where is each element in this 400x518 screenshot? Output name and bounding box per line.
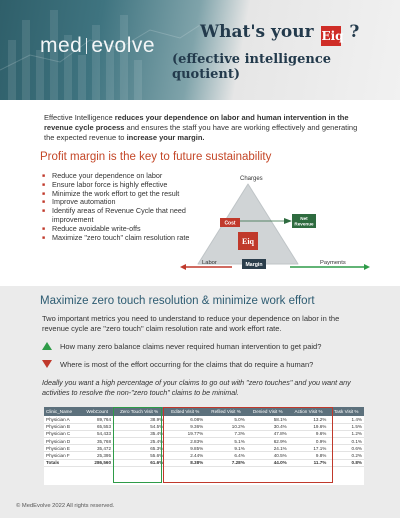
- zero-touch-highlight: [113, 407, 162, 483]
- triangle-shape: [198, 184, 298, 264]
- profit-triangle-diagram: [180, 170, 370, 280]
- medevolve-logo: med evolve: [40, 34, 156, 57]
- bullet-item: ■ Improve automation: [42, 198, 220, 207]
- question-effort: Where is most of the effort occurring for the claims that do require a human?: [42, 360, 313, 369]
- col-header: Edited Visit %: [165, 407, 205, 416]
- bullet-item: ■ Reduce avoidable write-offs: [42, 225, 220, 234]
- copyright-footer: © MedEvolve 2022 All rights reserved.: [16, 503, 115, 509]
- headline-line1: What's your Eiq ?: [200, 22, 359, 46]
- section1-title: Profit margin is the key to future sustainability: [40, 151, 272, 163]
- diagram-label-net: Net: [300, 216, 308, 221]
- table-row: Physician C 54,433 35.4% 19.77% 7.3% 47.8% 9.6% 1.2%: [46, 431, 362, 437]
- ideal-note: Ideally you want a high percentage of your claims to go out with "zero touches" and you want any activities to resolve the non-"zero touch" claims to be minimal.: [42, 378, 351, 397]
- diagram-label-labor: Labor: [202, 260, 217, 266]
- diagram-center-badge: Eiq: [241, 237, 255, 246]
- diagram-label-charges: Charges: [240, 176, 263, 182]
- section2-paragraph: Two important metrics you need to understand to reduce your dependence on labor in the revenue cycle are "zero touch" claim resolution rate and work effort rate.: [42, 314, 340, 333]
- bullet-item: ■ Identify areas of Revenue Cycle that need improvement: [42, 207, 220, 225]
- diagram-label-margin: Margin: [245, 262, 263, 268]
- intro-paragraph: Effective Intelligence reduces your dependence on labor and human intervention in the revenue cycle process and ensures the staff you have are working effectively and generating the expected revenue to increase your margin.: [44, 113, 358, 142]
- diagram-label-payments: Payments: [320, 260, 346, 266]
- table-row: Physician D 35,768 25.4% 2.83% 5.1% 62.9% 0.9% 0.1%: [46, 438, 362, 444]
- effort-columns-highlight: [163, 407, 333, 483]
- triangle-up-icon: [42, 342, 52, 350]
- bullet-item: ■ Maximize "zero touch" claim resolution rate: [42, 234, 220, 243]
- table-row: Physician E 35,472 65.3% 9.85% 9.1% 24.1% 17.1% 0.6%: [46, 445, 362, 451]
- col-header: Zero Touch Visit %: [113, 407, 165, 416]
- diagram-label-cost: Cost: [224, 220, 236, 227]
- eiq-badge-icon: Eiq: [321, 26, 341, 46]
- table-total-row: Totals 286,560 61.6% 8.38% 7.28% 44.0% 11.7% 0.8%: [46, 460, 362, 466]
- diagram-label-revenue: Revenue: [294, 221, 314, 227]
- col-header: Task Visit %: [328, 407, 364, 416]
- section2-title: Maximize zero touch resolution & minimize work effort: [40, 295, 315, 307]
- headline-line2: (effective intelligence quotient): [172, 52, 332, 82]
- col-header: WebCount: [81, 407, 113, 416]
- triangle-down-icon: [42, 360, 52, 368]
- col-header: Action Visit %: [289, 407, 329, 416]
- bullet-item: ■ Ensure labor force is highly effective: [42, 181, 220, 190]
- bullet-item: ■ Reduce your dependence on labor: [42, 172, 220, 181]
- table-row: Physician B 65,553 54.5% 9.36% 10.2% 30.4% 19.6% 1.5%: [46, 424, 362, 430]
- table-row: Physician F 25,395 55.6% 2.44% 6.4% 40.5% 9.8% 0.2%: [46, 453, 362, 459]
- col-header: Clinic_Name: [44, 407, 81, 416]
- table-row: Physician A 89,764 38.9% 6.08% 5.0% 58.1% 13.2% 1.4%: [46, 416, 362, 422]
- question-zero-balance: How many zero balance claims never required human intervention to get paid?: [42, 342, 321, 351]
- col-header: Denied Visit %: [247, 407, 289, 416]
- col-header: Refiled Visit %: [205, 407, 247, 416]
- bullet-item: ■ Minimize the work effort to get the result: [42, 190, 220, 199]
- header-banner: [0, 0, 400, 100]
